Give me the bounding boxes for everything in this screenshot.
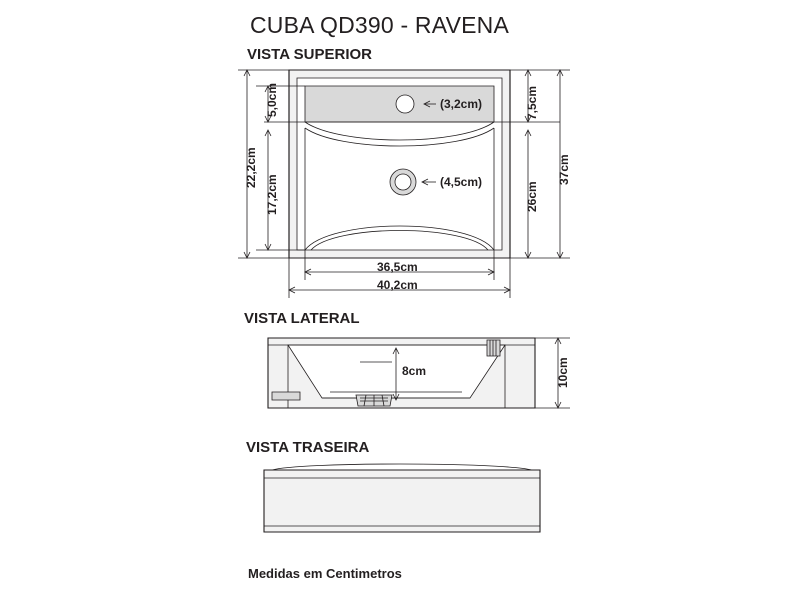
dim-side-inner-depth: 8cm (402, 364, 427, 378)
dim-drain-hole-diameter: (4,5cm) (440, 175, 483, 189)
dim-top-right-lower: 26cm (525, 181, 539, 212)
dim-top-right-total: 37cm (557, 154, 571, 185)
dim-faucet-hole-diameter: (3,2cm) (440, 97, 483, 111)
dim-side-overall-depth: 10cm (556, 357, 570, 388)
dim-top-faucet-offset: 5,0cm (265, 82, 279, 117)
section-label-top-view: VISTA SUPERIOR (247, 46, 373, 63)
dim-top-overall-width: 40,2cm (377, 278, 418, 292)
section-label-side-view: VISTA LATERAL (244, 310, 360, 327)
dim-top-inner-height: 17,2cm (265, 174, 279, 215)
side-faucet-deck (487, 340, 500, 356)
dim-top-overall-height: 22,2cm (244, 147, 258, 188)
section-label-rear-view: VISTA TRASEIRA (246, 439, 370, 456)
page-title: CUBA QD390 - RAVENA (250, 12, 510, 38)
rear-view-group (264, 464, 540, 532)
drain-hole-inner (395, 174, 411, 190)
dim-top-inner-width: 36,5cm (377, 260, 418, 274)
faucet-hole (396, 95, 414, 113)
dim-top-right-upper: 7,5cm (525, 85, 539, 120)
footer-note: Medidas em Centimetros (248, 566, 402, 581)
